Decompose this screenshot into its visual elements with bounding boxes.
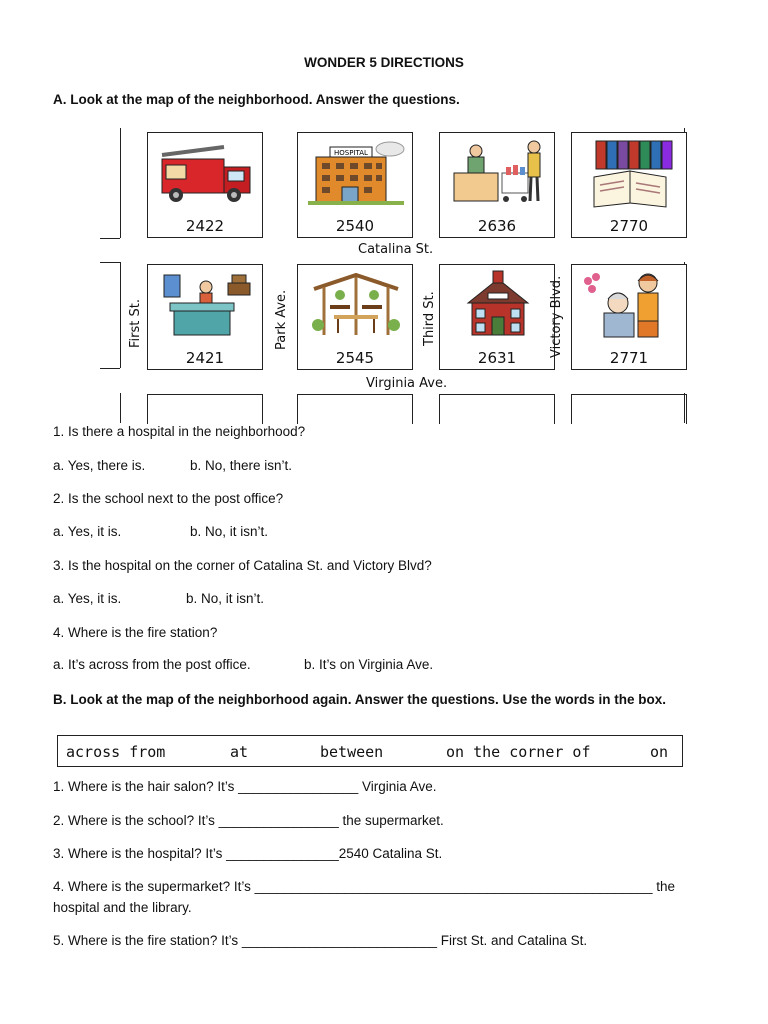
word-box xyxy=(57,735,683,767)
block-library xyxy=(571,132,687,238)
section-a-heading: A. Look at the map of the neighborhood. Answer the questions. xyxy=(53,92,460,107)
question-a2: 2. Is the school next to the post office? xyxy=(53,491,284,506)
block-partial xyxy=(571,394,687,424)
question-b4: 4. Where is the supermarket? It’s _____________________________________________________ the hospital and the library. xyxy=(53,879,676,915)
street-edge xyxy=(120,128,121,238)
block-school xyxy=(439,264,555,370)
block-partial xyxy=(297,394,413,424)
hospital-sign: HOSPITAL xyxy=(334,149,368,157)
question-b1: 1. Where is the hair salon? It’s ________________ Virginia Ave. xyxy=(53,779,437,794)
address: 2631 xyxy=(477,349,517,367)
street-edge xyxy=(120,393,121,423)
question-a1: 1. Is there a hospital in the neighborhood? xyxy=(53,424,306,439)
question-b5: 5. Where is the fire station? It’s __________________________ First St. and Catalina St. xyxy=(53,933,588,948)
street-edge xyxy=(100,368,120,369)
answer-a1-b: b. No, there isn’t. xyxy=(190,458,293,473)
answer-a4-b: b. It’s on Virginia Ave. xyxy=(304,657,434,672)
section-b-heading: B. Look at the map of the neighborhood again. Answer the questions. Use the words in the box. xyxy=(53,692,667,707)
address: 2636 xyxy=(477,217,517,235)
library-icon xyxy=(578,137,682,209)
block-hospital xyxy=(297,132,413,238)
street-name-third: Third St. xyxy=(422,291,437,346)
answer-a3-b: b. No, it isn’t. xyxy=(186,591,265,606)
post-office-icon xyxy=(154,269,258,341)
block-fire-station xyxy=(147,132,263,238)
supermarket-icon xyxy=(446,137,550,209)
question-b2: 2. Where is the school? It’s ________________ the supermarket. xyxy=(53,813,444,828)
answer-a4-a: a. It’s across from the post office. xyxy=(53,657,251,672)
street-edge xyxy=(100,262,120,263)
block-hair-salon xyxy=(571,264,687,370)
word-box-item: between xyxy=(320,743,384,761)
address: 2422 xyxy=(185,217,225,235)
question-a4: 4. Where is the fire station? xyxy=(53,625,218,640)
school-icon xyxy=(446,269,550,341)
question-b3: 3. Where is the hospital? It’s _______________2540 Catalina St. xyxy=(53,846,443,861)
address: 2771 xyxy=(609,349,649,367)
street-name-catalina: Catalina St. xyxy=(358,242,434,257)
street-name-first: First St. xyxy=(128,299,143,348)
street-edge xyxy=(100,238,120,239)
answer-a3-a: a. Yes, it is. xyxy=(53,591,122,606)
answer-a2-a: a. Yes, it is. xyxy=(53,524,122,539)
street-name-virginia: Virginia Ave. xyxy=(366,376,448,391)
worksheet-title: WONDER 5 DIRECTIONS xyxy=(304,55,464,70)
block-restaurant xyxy=(297,264,413,370)
block-partial xyxy=(147,394,263,424)
fire-truck-icon xyxy=(154,137,258,209)
street-edge xyxy=(120,262,121,368)
address: 2540 xyxy=(335,217,375,235)
address: 2545 xyxy=(335,349,375,367)
question-a3: 3. Is the hospital on the corner of Catalina St. and Victory Blvd? xyxy=(53,558,432,573)
block-supermarket xyxy=(439,132,555,238)
word-box-item: on the corner of xyxy=(446,743,591,761)
address: 2421 xyxy=(185,349,225,367)
street-name-victory: Victory Blvd. xyxy=(549,275,564,358)
block-partial xyxy=(439,394,555,424)
hospital-icon xyxy=(304,137,408,209)
answer-a2-b: b. No, it isn’t. xyxy=(190,524,269,539)
word-box-item: across from xyxy=(66,743,166,761)
address: 2770 xyxy=(609,217,649,235)
word-box-item: on xyxy=(650,743,669,761)
neighborhood-map xyxy=(100,118,700,428)
word-box-item: at xyxy=(230,743,249,761)
street-name-park: Park Ave. xyxy=(274,289,289,350)
hair-salon-icon xyxy=(578,269,682,341)
answer-a1-a: a. Yes, there is. xyxy=(53,458,146,473)
block-post-office xyxy=(147,264,263,370)
restaurant-icon xyxy=(304,269,408,341)
